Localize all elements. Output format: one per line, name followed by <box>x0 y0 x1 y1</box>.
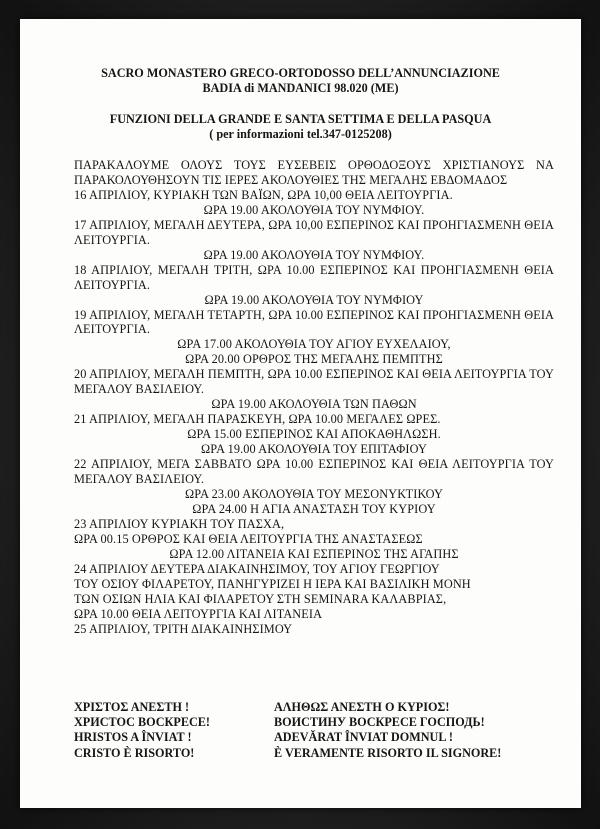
schedule-line: 22 ΑΠΡΙΛΙΟΥ, ΜΕΓΑ ΣΑΒΒΑΤΟ ΩΡΑ 10.00 ΕΣΠΕΡΙΝΟΣ ΚΑΙ ΘΕΙΑ ΛΕΙΤΟΥΡΓΙΑ ΤΟΥ ΜΕΓΑΛΟΥ ΒΑΣΙΛΕΙΟΥ. <box>74 457 554 487</box>
schedule-line: ΩΡΑ 15.00 ΕΣΠΕΡΙΝΟΣ ΚΑΙ ΑΠΟΚΑΘΗΛΩΣΗ. <box>187 427 441 442</box>
schedule-line: ΩΡΑ 10.00 ΘΕΙΑ ΛΕΙΤΟΥΡΓΙΑ ΚΑΙ ΛΙΤΑΝΕΙΑ <box>74 606 323 621</box>
schedule-line: ΩΡΑ 19.00 ΑΚΟΛΟΥΘΙΑ ΤΟΥ ΝΥΜΦΙΟΥ. <box>203 247 425 262</box>
schedule-line: ΤΟΥ ΟΣΙΟΥ ΦΙΛΑΡΕΤΟΥ, ΠΑΝΗΓΥΡΙΖΕΙ Η ΙΕΡΑ ΚΑΙ ΒΑΣΙΛΙΚΗ ΜΟΝΗ <box>74 576 471 591</box>
intro-paragraph: ΠΑΡΑΚΑΛΟΥΜΕ ΟΛΟΥΣ ΤΟΥΣ ΕΥΣΕΒΕΙΣ ΟΡΘΟΔΟΞΟΥΣ ΧΡΙΣΤΙΑΝΟΥΣ ΝΑ ΠΑΡΑΚΟΛΟΥΘΗΣΟΥΝ ΤΙΣ ΙΕΡΕΣ ΑΚΟΛΟΥΘΙΕΣ ΤΗΣ ΜΕΓΑΛΗΣ ΕΒΔΟΜΑΔΟΣ <box>74 158 554 187</box>
monastery-name: SACRO MONASTERO GRECO-ORTODOSSO DELL’ANNUNCIAZIONE <box>101 66 500 80</box>
schedule-line: ΩΡΑ 20.00 ΟΡΘΡΟΣ ΤΗΣ ΜΕΓΑΛΗΣ ΠΕΜΠΤΗΣ <box>185 352 443 367</box>
schedule-line: 20 ΑΠΡΙΛΙΟΥ, ΜΕΓΑΛΗ ΠΕΜΠΤΗ, ΩΡΑ 10.00 ΕΣΠΕΡΙΝΟΣ ΚΑΙ ΘΕΙΑ ΛΕΙΤΟΥΡΓΙΑ ΤΟΥ ΜΕΓΑΛΟΥ ΒΑΣΙΛΕΙΟΥ. <box>74 367 554 397</box>
schedule-line: ΩΡΑ 17.00 ΑΚΟΛΟΥΘΙΑ ΤΟΥ ΑΓΙΟΥ ΕΥΧΕΛΑΙΟΥ, <box>177 337 451 352</box>
greeting-response: ADEVĂRAT ÎNVIAT DOMNUL ! <box>274 730 453 745</box>
monastery-address: BADIA di MANDANICI 98.020 (ME) <box>202 80 399 95</box>
greeting: CRISTO È RISORTO! <box>74 745 195 760</box>
schedule-line: 23 ΑΠΡΙΛΙΟΥ ΚΥΡΙΑΚΗ ΤΟΥ ΠΑΣΧΑ, <box>74 516 285 531</box>
greeting: HRISTOS A ÎNVIAT ! <box>74 730 192 745</box>
schedule-line: 25 ΑΠΡΙΛΙΟΥ, ΤΡΙΤΗ ΔΙΑΚΑΙΝΗΣΙΜΟΥ <box>74 621 293 636</box>
schedule-line: 17 ΑΠΡΙΛΙΟΥ, ΜΕΓΑΛΗ ΔΕΥΤΕΡΑ, ΩΡΑ 10,00 ΕΣΠΕΡΙΝΟΣ ΚΑΙ ΠΡΟΗΓΙΑΣΜΕΝΗ ΘΕΙΑ ΛΕΙΤΟΥΡΓΙΑ. <box>74 217 554 247</box>
greeting-row <box>74 715 554 730</box>
schedule-line: ΩΡΑ 12.00 ΛΙΤΑΝΕΙΑ ΚΑΙ ΕΣΠΕΡΙΝΟΣ ΤΗΣ ΑΓΑΠΗΣ <box>169 546 459 561</box>
schedule-line: 24 ΑΠΡΙΛΙΟΥ ΔΕΥΤΕΡΑ ΔΙΑΚΑΙΝΗΣΙΜΟΥ, ΤΟΥ ΑΓΙΟΥ ΓΕΩΡΓΙΟΥ <box>74 561 440 576</box>
schedule-line: 19 ΑΠΡΙΛΙΟΥ, ΜΕΓΑΛΗ ΤΕΤΑΡΤΗ, ΩΡΑ 10.00 ΕΣΠΕΡΙΝΟΣ ΚΑΙ ΠΡΟΗΓΙΑΣΜΕΝΗ ΘΕΙΑ ΛΕΙΤΟΥΡΓΙΑ. <box>74 307 554 337</box>
greeting-response: ΑΛΗΘΩΣ ΑΝΕΣΤΗ Ο ΚΥΡΙΟΣ! <box>274 700 450 714</box>
greeting: ХРИСТОС ВОСКРЕСЕ! <box>74 715 210 730</box>
document-title: FUNZIONI DELLA GRANDE E SANTA SETTIMA E DELLA PASQUA <box>109 112 492 126</box>
schedule-line: ΩΡΑ 23.00 ΑΚΟΛΟΥΘΙΑ ΤΟΥ ΜΕΣΟΝΥΚΤΙΚΟΥ <box>185 486 443 501</box>
contact-info: ( per informazioni tel.347-0125208) <box>209 126 392 141</box>
schedule-line: 21 ΑΠΡΙΛΙΟΥ, ΜΕΓΑΛΗ ΠΑΡΑΣΚΕΥΗ, ΩΡΑ 10.00 ΜΕΓΑΛΕΣ ΩΡΕΣ. <box>74 412 441 427</box>
header <box>20 66 581 95</box>
schedule-body <box>74 158 554 637</box>
schedule-line: 18 ΑΠΡΙΛΙΟΥ, ΜΕΓΑΛΗ ΤΡΙΤΗ, ΩΡΑ 10.00 ΕΣΠΕΡΙΝΟΣ ΚΑΙ ΠΡΟΗΓΙΑΣΜΕΝΗ ΘΕΙΑ ΛΕΙΤΟΥΡΓΙΑ. <box>74 262 554 292</box>
greeting-row <box>74 730 554 745</box>
greeting: ΧΡΙΣΤΟΣ ΑΝΕΣΤΗ ! <box>74 700 190 714</box>
schedule-line: ΩΡΑ 19.00 ΑΚΟΛΟΥΘΙΑ ΤΟΥ ΕΠΙΤΑΦΙΟΥ <box>201 442 427 457</box>
schedule-line: 16 ΑΠΡΙΛΙΟΥ, ΚΥΡΙΑΚΗ ΤΩΝ ΒΑΪΩΝ, ΩΡΑ 10,00 ΘΕΙΑ ΛΕΙΤΟΥΡΓΙΑ. <box>74 187 453 202</box>
greeting-response: ВОИСТИНУ ВОСКРЕСЕ ГОСПОДЬ! <box>274 715 485 730</box>
document-page <box>20 19 581 808</box>
schedule-line: ΩΡΑ 19.00 ΑΚΟΛΟΥΘΙΑ ΤΟΥ ΝΥΜΦΙΟΥ <box>204 292 424 307</box>
schedule-line: ΩΡΑ 00.15 ΟΡΘΡΟΣ ΚΑΙ ΘΕΙΑ ΛΕΙΤΟΥΡΓΙΑ ΤΗΣ ΑΝΑΣΤΑΣΕΩΣ <box>74 531 423 546</box>
greeting-response: È VERAMENTE RISORTO IL SIGNORE! <box>274 745 502 760</box>
greeting-row <box>74 746 554 761</box>
schedule-line: ΩΡΑ 19.00 ΑΚΟΛΟΥΘΙΑ ΤΟΥ ΝΥΜΦΙΟΥ. <box>203 202 425 217</box>
schedule-line: ΩΡΑ 24.00 Η ΑΓΙΑ ΑΝΑΣΤΑΣΗ ΤΟΥ ΚΥΡΙΟΥ <box>192 501 436 516</box>
greeting-row <box>74 700 554 715</box>
schedule-line: ΩΡΑ 19.00 ΑΚΟΛΟΥΘΙΑ ΤΩΝ ΠΑΘΩΝ <box>211 397 417 412</box>
easter-greetings <box>74 700 554 761</box>
schedule-line: ΤΩΝ ΟΣΙΩΝ ΗΛΙΑ ΚΑΙ ΦΙΛΑΡΕΤΟΥ ΣΤΗ SEMINARA ΚΑΛΑΒΡΙΑΣ, <box>74 591 447 606</box>
subheader <box>20 112 581 141</box>
